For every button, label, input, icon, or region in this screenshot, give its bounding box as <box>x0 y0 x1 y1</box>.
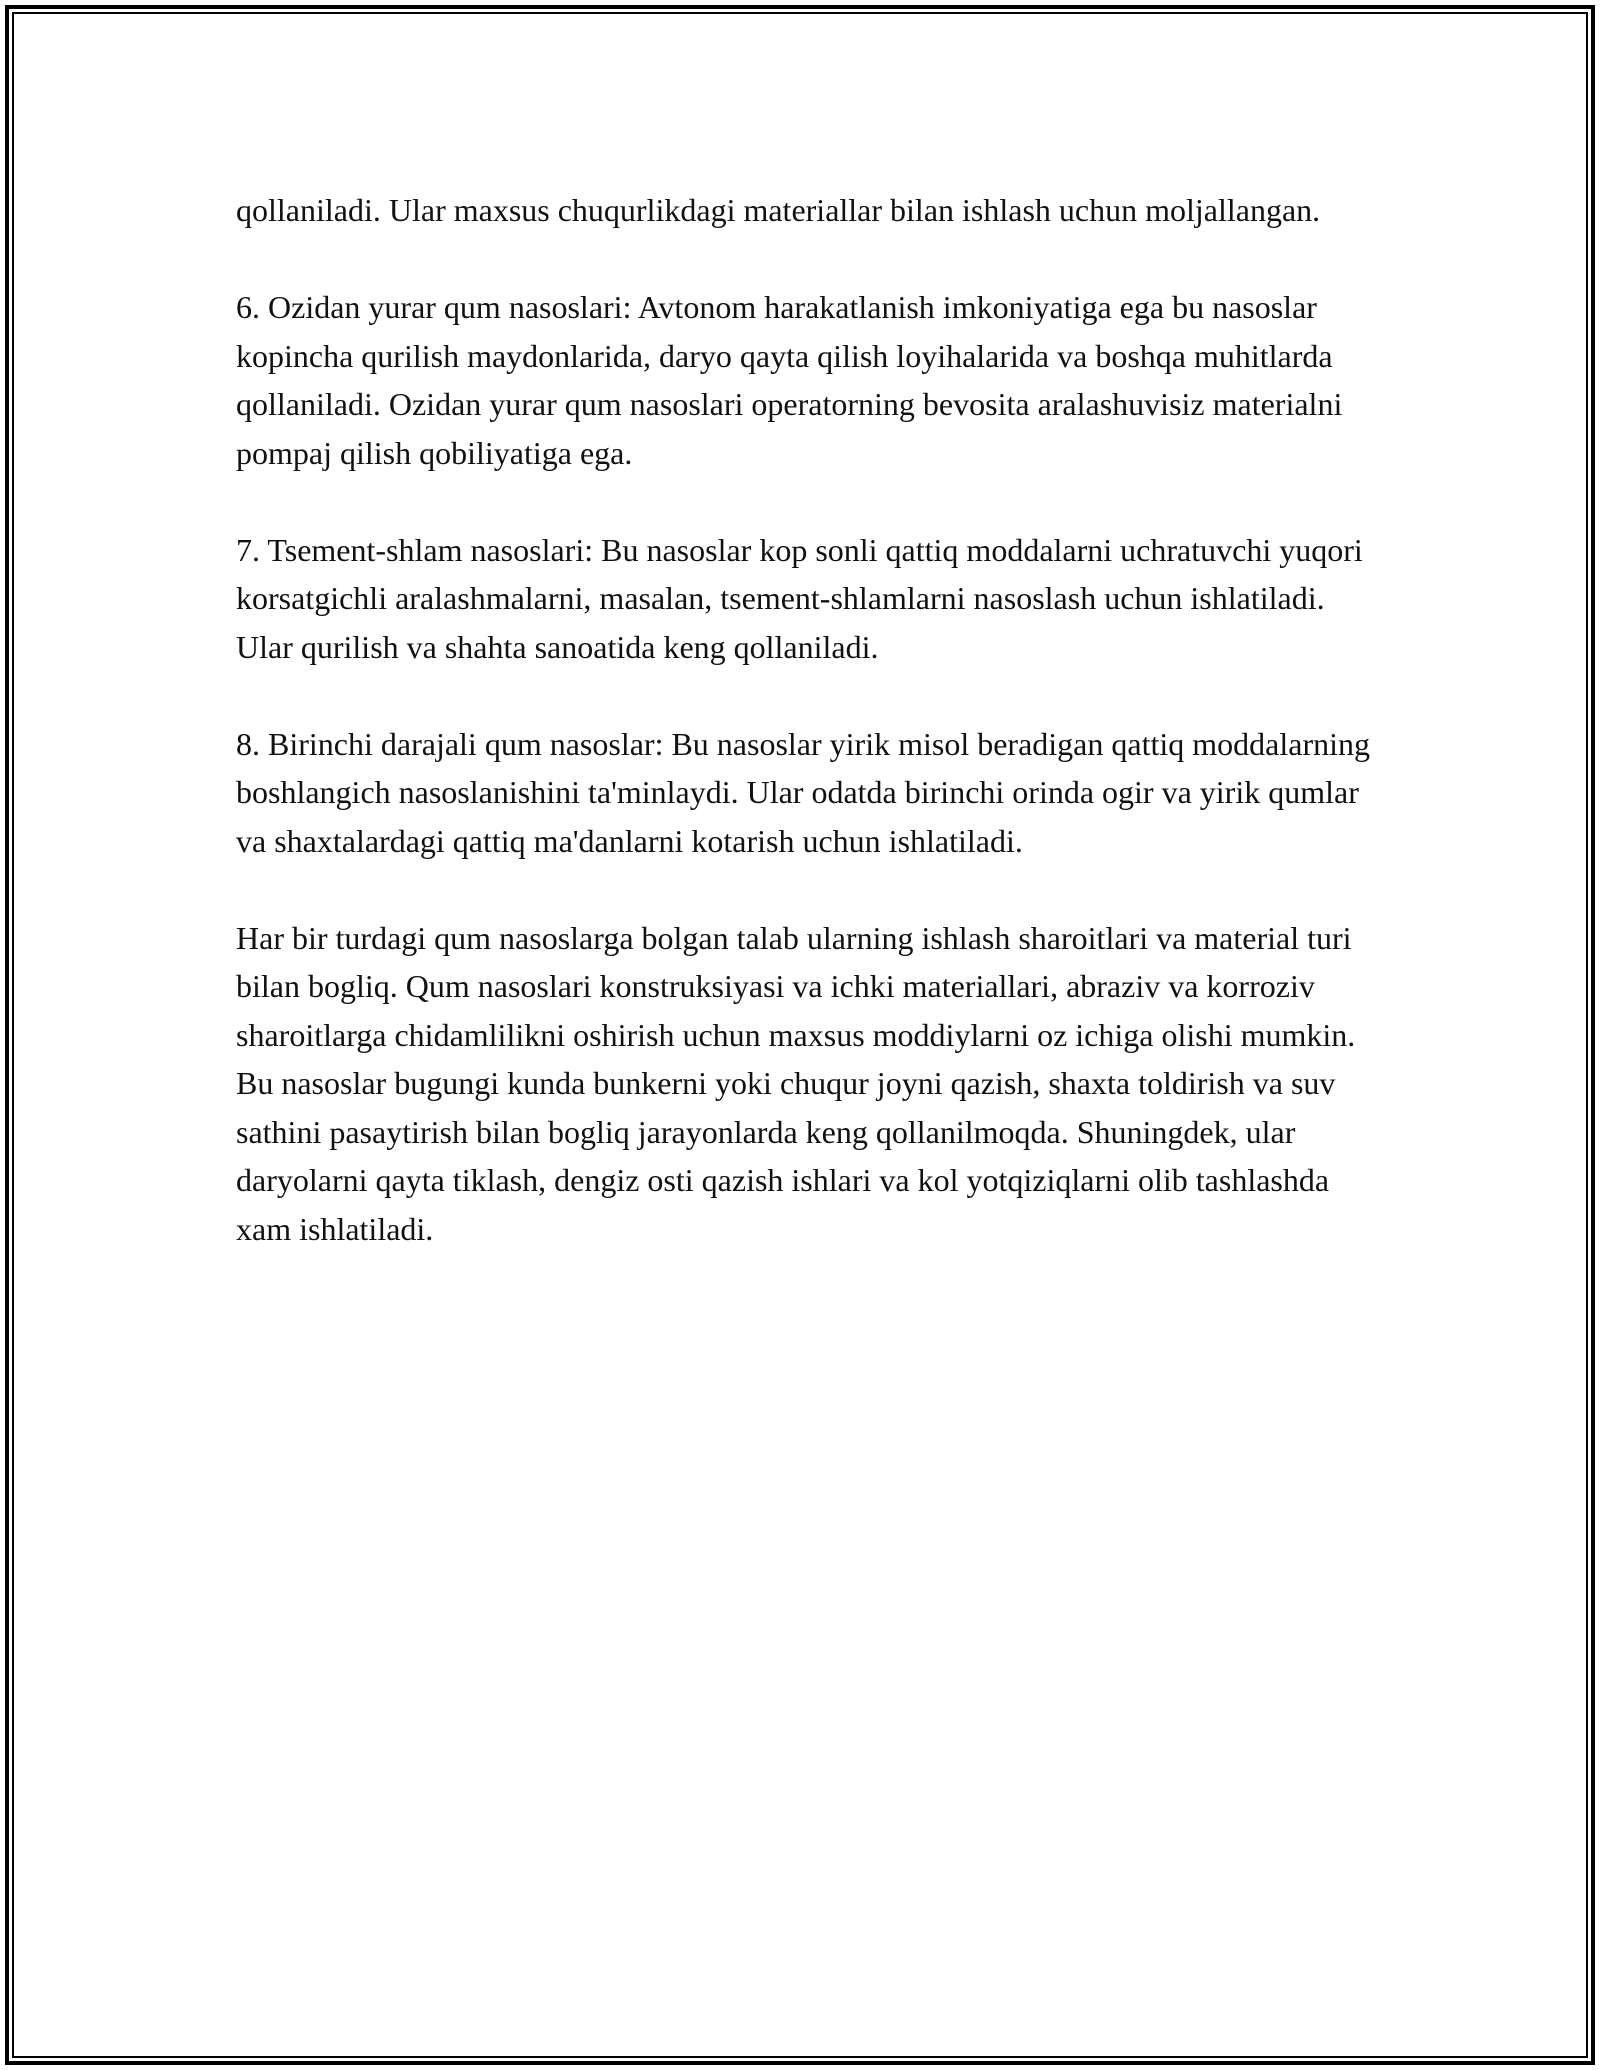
document-body <box>236 186 1376 1253</box>
paragraph-item-8: 8. Birinchi darajali qum nasoslar: Bu nasoslar yirik misol beradigan qattiq moddalarning boshlangich nasoslanishini ta'minlaydi. Ular odatda birinchi orinda ogir va yirik qumlar va shaxtalardagi qattiq ma'danlarni kotarish uchun ishlatiladi. <box>236 725 1370 859</box>
paragraph-conclusion: Har bir turdagi qum nasoslarga bolgan talab ularning ishlash sharoitlari va material turi bilan bogliq. Qum nasoslari konstruksiyasi va ichki materiallari, abraziv va korroziv sharoitlarga chidamlilikni oshirish uchun maxsus moddiylarni oz ichiga olishi mumkin. Bu nasoslar bugungi kunda bunkerni yoki chuqur joyni qazish, shaxta toldirish va suv sathini pasaytirish bilan bogliq jarayonlarda keng qollanilmoqda. Shuningdek, ular daryolarni qayta tiklash, dengiz osti qazish ishlari va kol yotqiziqlarni olib tashlashda xam ishlatiladi. <box>236 919 1356 1247</box>
paragraph-intro-continuation: qollaniladi. Ular maxsus chuqurlikdagi materiallar bilan ishlash uchun moljallangan. <box>236 192 1321 228</box>
paragraph-item-6: 6. Ozidan yurar qum nasoslari: Avtonom harakatlanish imkoniyatiga ega bu nasoslar kopincha qurilish maydonlarida, daryo qayta qilish loyihalarida va boshqa muhitlarda qollaniladi. Ozidan yurar qum nasoslari operatorning bevosita aralashuvisiz materialni pompaj qilish qobiliyatiga ega. <box>236 289 1343 471</box>
paragraph-item-7: 7. Tsement-shlam nasoslari: Bu nasoslar kop sonli qattiq moddalarni uchratuvchi yuqori korsatgichli aralashmalarni, masalan, tsement-shlamlarni nasoslash uchun ishlatiladi. Ular qurilish va shahta sanoatida keng qollaniladi. <box>236 531 1363 665</box>
